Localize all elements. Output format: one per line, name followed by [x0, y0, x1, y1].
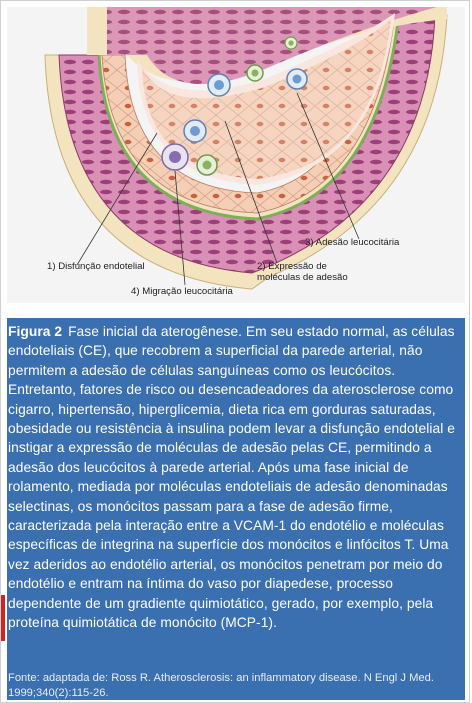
leukocyte-circulating — [247, 65, 263, 81]
caption-text — [8, 322, 460, 633]
leukocyte-circulating — [285, 37, 297, 49]
artery-illustration — [7, 7, 465, 303]
artery-illustration-panel — [7, 7, 465, 303]
figure-caption — [7, 318, 465, 700]
label-expressao-line2: moléculas de adesão — [257, 272, 348, 283]
leukocyte-adhered — [197, 155, 217, 175]
label-migracao-leucocitaria: 4) Migração leucocitária — [131, 286, 233, 297]
left-accent-bar — [1, 595, 5, 641]
caption-source: Fonte: adaptada de: Ross R. Atherosclerosis: an inflammatory disease. N Engl J Med. 1999;340(2):115-26. — [8, 672, 434, 699]
leukocyte-migrating — [162, 144, 188, 170]
caption-body: Fase inicial da aterogênese. Em seu estado normal, as células endoteliais (CE), que recobrem a superficial da parede arterial, não permitem a adesão de células sanguíneas como os leucócitos. Entretanto, fatores de risco ou desencadeadores da aterosclerose como cigarro, hipertensão, hiperglicemia, dieta rica em gorduras saturadas, obesidade ou resistência à insulina podem levar a disfunção endotelial e instigar a expressão de moléculas de adesão pelas CE, permitindo a adesão dos leucócitos à parede arterial. Após uma fase inicial de rolamento, mediada por moléculas endoteliais de adesão denominadas selectinas, os monócitos passam para a fase de adesão firme, caracterizada pela interação entre a VCAM-1 do endotélio e moléculas específicas de integrina na superfície dos monócitos e linfócitos T. Uma vez aderidos ao endotélio arterial, os monócitos penetram por meio do endotélio e entram na íntima do vaso por diapedese, processo dependente de um gradiente quimiotático, gerado, por exemplo, pela proteína quimiotática de monócito (MCP-1). — [8, 324, 455, 631]
leukocyte-rolling — [184, 120, 206, 142]
label-expressao-line1: 2) Expressão de — [257, 261, 327, 272]
leukocyte-circulating — [208, 74, 230, 96]
leukocyte-adhering — [287, 69, 307, 89]
label-disfuncao-endotelial: 1) Disfunção endotelial — [47, 261, 145, 272]
label-adesao-leucocitaria: 3) Adesão leucocitária — [305, 237, 400, 248]
caption-title: Figura 2 — [8, 324, 63, 339]
